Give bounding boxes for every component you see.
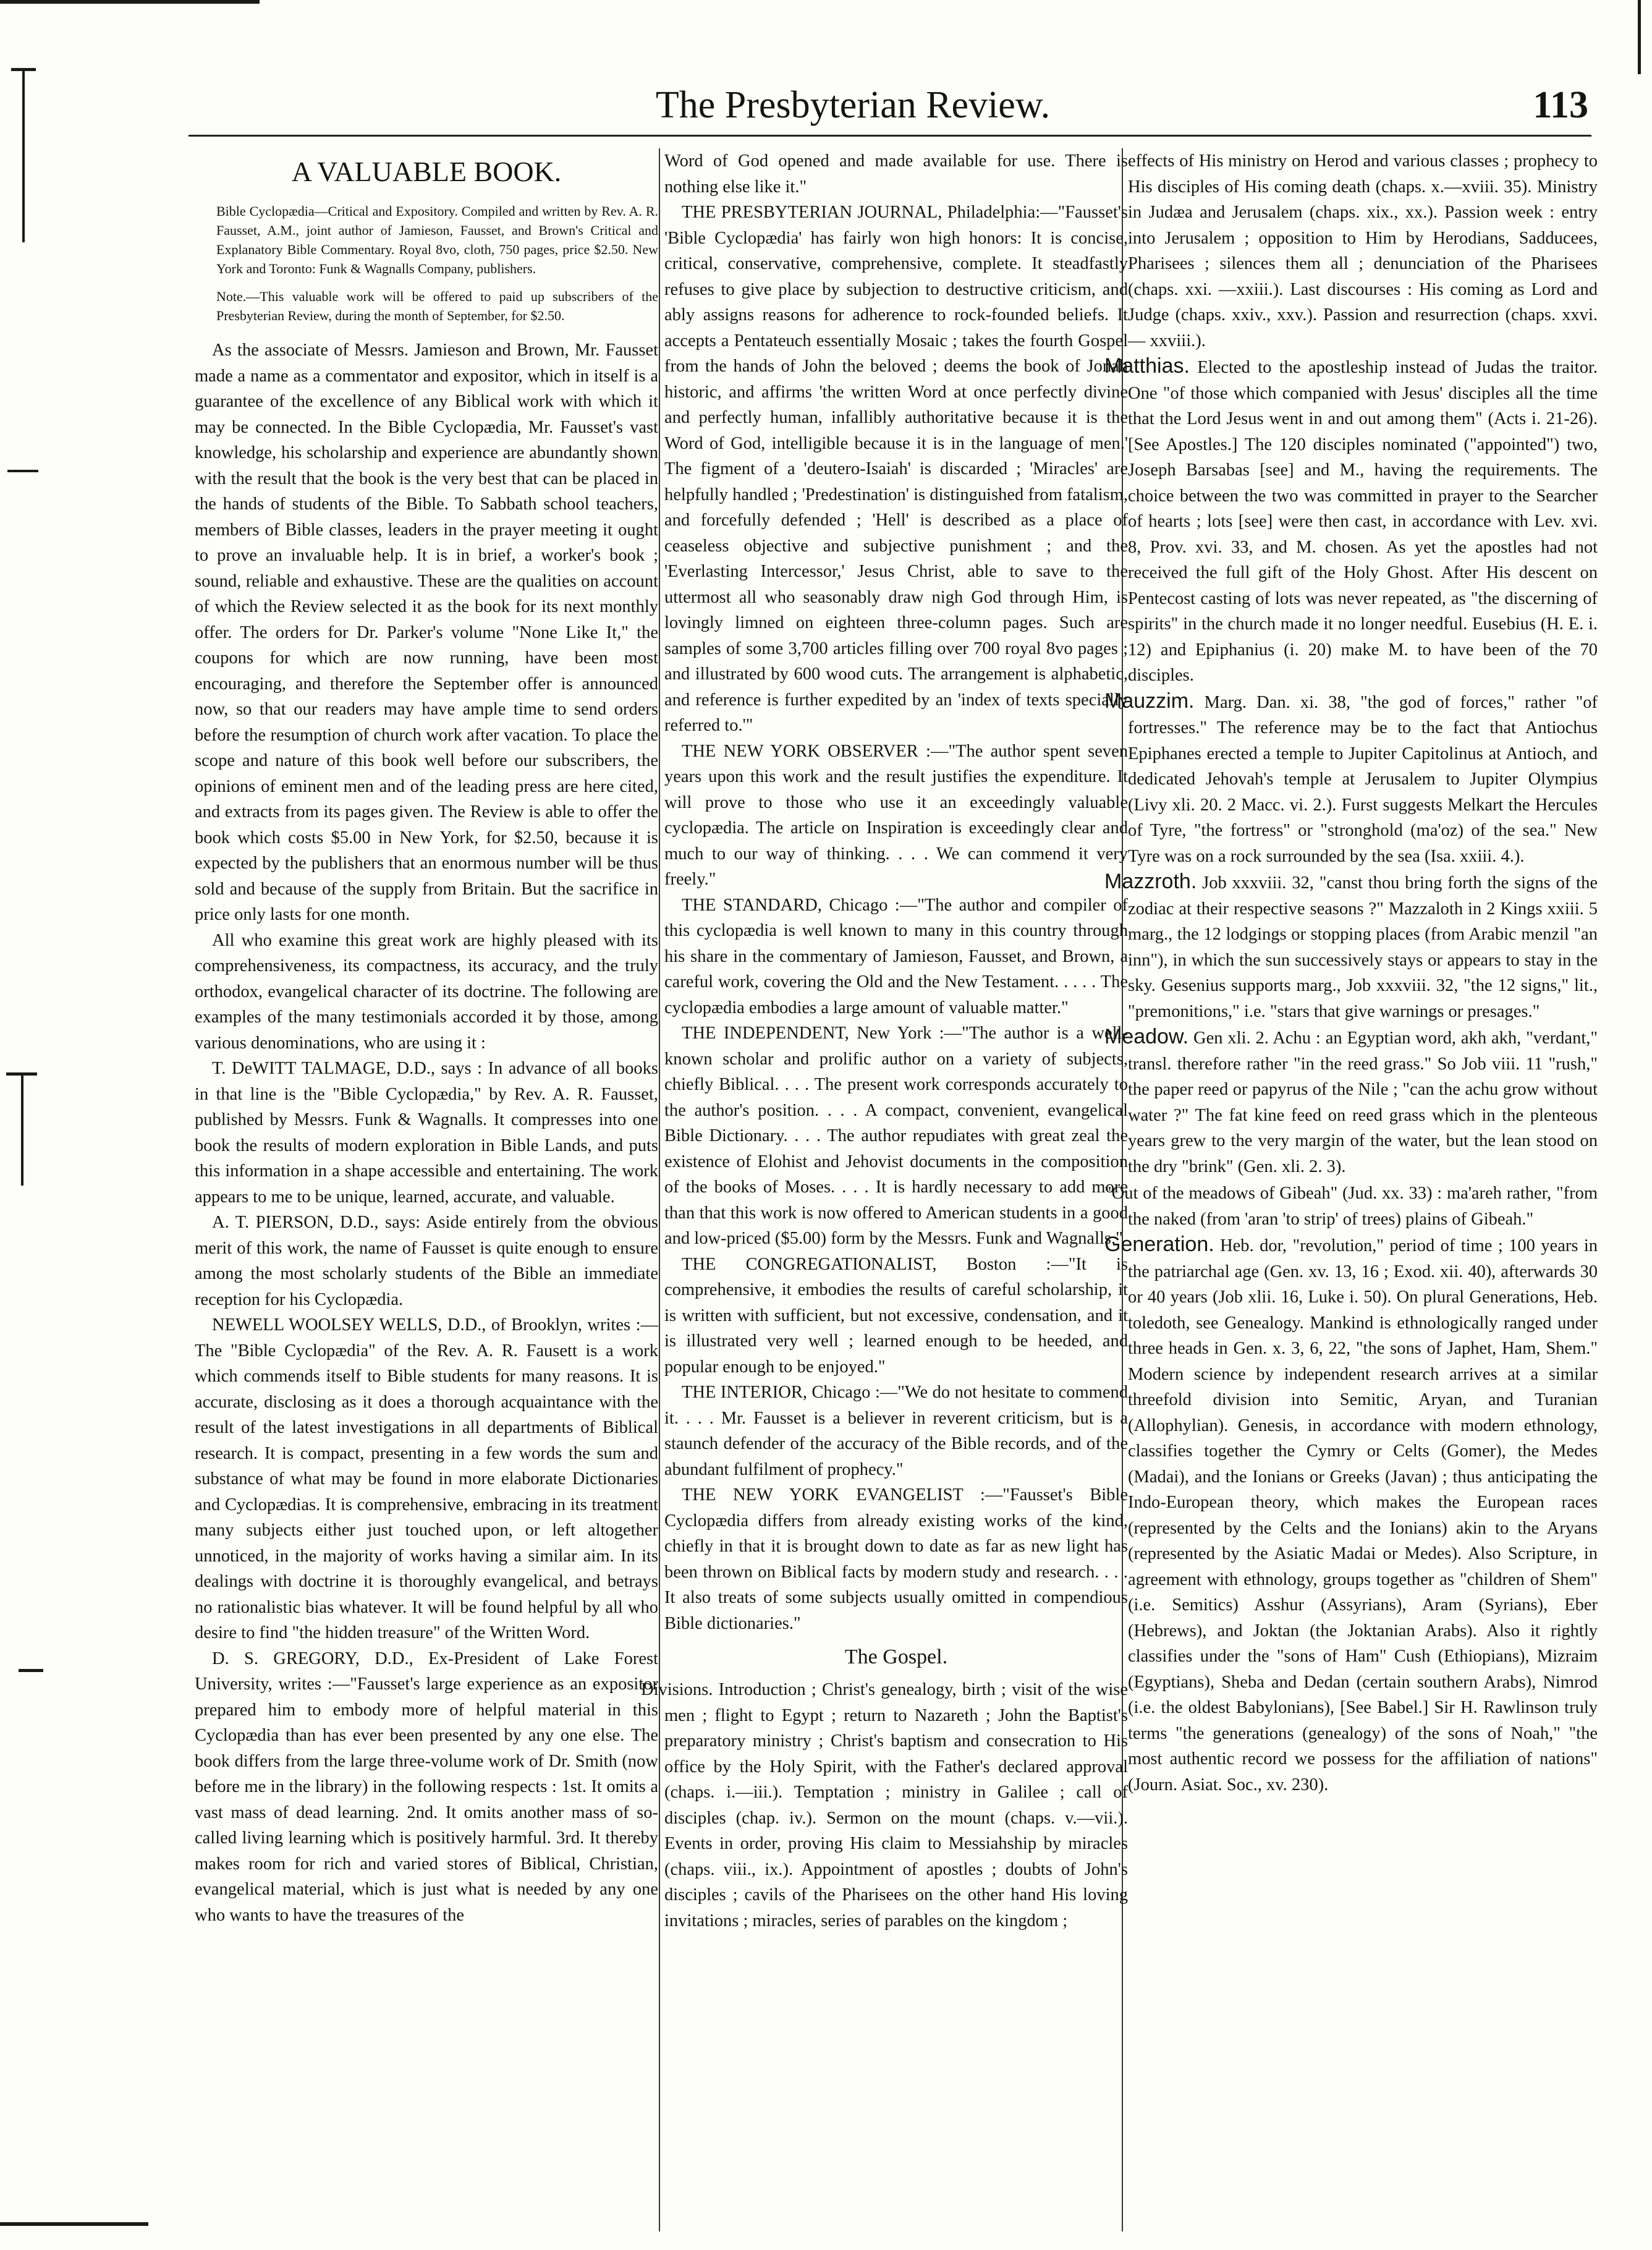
column-2 [641,148,1128,2231]
entry-term: Meadow. [1104,1025,1189,1048]
review-paragraph: THE CONGREGATIONALIST, Boston :—"It is comprehensive, it embodies the results of careful scholarship, it is written with sufficient, but not excessive, condensation, and it is illustrated very well ; learned enough to be heeded, and popular enough to be enjoyed." [664,1254,1128,1377]
review-paragraph: THE INTERIOR, Chicago :—"We do not hesitate to commend it. . . . Mr. Fausset is a believer in reverent criticism, but is a staunch defender of the accuracy of the Bible records, and of the abundant fulfilment of prophecy." [664,1383,1128,1479]
column-divider [659,148,660,2231]
review-paragraph: THE NEW YORK OBSERVER :—"The author spent seven years upon this work and the result justifies the expenditure. It will prove to those who use it an exceedingly valuable cyclopædia. The article on Inspiration is exceedingly clear and much to our way of thinking. . . . We can commend it very freely." [664,741,1128,889]
page-number: 113 [1533,84,1588,126]
dictionary-entry [1104,1024,1598,1179]
margin-mark [7,470,38,472]
entry-text: Heb. dor, "revolution," period of time ; 100 years in the patriarchal age (Gen. xv. 13, 16 ; Exod. xii. 40), afterwards 30 or 40 years (Job xlii. 16, Luke i. 50). On plural Generations, Heb. toledoth, see Genealogy. Mankind is ethnologically ranged under three heads in Gen. x. 3, 6, 22, "the sons of Japhet, Ham, Shem." Modern science by independent research arrives at a similar threefold division into Semitic, Aryan, and Turanian (Allophylian). Genesis, in accordance with modern ethnology, classifies together the Cymry or Celts (Gomer), the Medes (Madai), and the Ionians or Greeks (Javan) ; thus anticipating the Indo-European theory, which makes the European races (represented by the Celts and the Ionians) akin to the Aryans (represented by the Asiatic Madai or Medes). Also Scripture, in agreement with ethnology, groups together as "children of Shem" (i.e. Semitics) Asshur (Assyrians), Aram (Syrians), Eber (Hebrews), and Joktan (the Joktanian Arabs). Also it rightly classifies under the "sons of Ham" Cush (Ethiopians), Mizraim (Egyptians), Sheba and Dedan (certain southern Arabs), Nimrod (i.e. the oldest Babylonians), [See Babel.] Sir H. Rawlinson truly terms "the generations (genealogy) of the sons of Noah," "the most authentic record we possess for the affiliation of nations" (Journ. Asiat. Soc., xv. 230). [1128,1236,1598,1794]
entry-text: Marg. Dan. xi. 38, "the god of forces," rather "of fortresses." The reference may be to the fact that Antiochus Epiphanes erected a temple to Jupiter Capitolinus at Antioch, and dedicated Jehovah's temple at Jerusalem to Jupiter Olympius (Livy xli. 20. 2 Macc. vi. 2.). Furst suggests Melkart the Hercules of Tyre, "the fortress" or "stronghold (ma'oz) of the sea." New Tyre was on a rock surrounded by the sea (Isa. xxiii. 4.). [1128,692,1598,866]
margin-mark [0,0,260,4]
dictionary-entry [1104,1232,1598,1798]
page-header-title: The Presbyterian Review. [655,84,1051,126]
column-1 [195,148,658,2231]
entry-term: Matthias. [1104,354,1190,378]
entry-term: Mazzroth. [1104,870,1197,893]
header-rule [188,135,1591,137]
offer-note: Note.—This valuable work will be offered to paid up subscribers of the Presbyterian Review, during the month of September, for $2.50. [216,289,658,323]
margin-mark [21,1074,23,1186]
dictionary-entry [1104,354,1598,689]
margin-mark [22,69,25,242]
bibliographic-note: Bible Cyclopædia—Critical and Expository. Compiled and written by Rev. A. R. Fausset, A.M., joint author of Jamieson, Fausset, and Brown's Critical and Explanatory Bible Commentary. Royal 8vo, cloth, 750 pages, price $2.50. New York and Toronto: Funk & Wagnalls Company, publishers. [216,203,658,276]
review-paragraph: THE INDEPENDENT, New York :—"The author is a well-known scholar and prolific author on a variety of subjects, chiefly Biblical. . . . The present work corresponds accurately to the author's position. . . . A compact, convenient, evangelical Bible Dictionary. . . . The author repudiates with great zeal the existence of Elohist and Jehovist documents in the composition of the books of Moses. . . . It is hardly necessary to add more than that this work is now offered to American students in a good and low-priced ($5.00) form by the Messrs. Funk and Wagnalls." [664,1024,1128,1248]
article-title: A VALUABLE BOOK. [291,156,562,187]
paragraph: As the associate of Messrs. Jamieson and Brown, Mr. Fausset made a name as a commentator and expositor, which in itself is a guarantee of the excellence of any Biblical work with which it may be connected. In the Bible Cyclopædia, Mr. Fausset's vast knowledge, his scholarship and experience are abundantly shown with the result that the book is the very best that can be placed in the hands of students of the Bible. To Sabbath school teachers, members of Bible classes, leaders in the prayer meeting it ought to prove an invaluable help. It is in brief, a worker's book ; sound, reliable and exhaustive. These are the qualities on account of which the Review selected it as the book for its next monthly offer. The orders for Dr. Parker's volume "None Like It," the coupons for which are now running, have been most encouraging, and therefore the September offer is announced now, so that our readers may have ample time to send orders before the resumption of church work after vacation. To place the scope and nature of this book well before our subscribers, the opinions of eminent men and of the leading press are here cited, and extracts from its pages given. The Review is able to offer the book which costs $5.00 in New York, for $2.50, because it is expected by the publishers that an enormous number will be thus sold and because of the supply from Britain. But the sacrifice in price only lasts for one month. [195,341,658,924]
paragraph: Word of God opened and made available for use. There is nothing else like it." [664,151,1128,197]
dictionary-entry [1104,1179,1598,1232]
entry-text: Elected to the apostleship instead of Judas the traitor. One "of those which companied with Jesus' disciples all the time that the Lord Jesus went in and out among them" (Acts i. 21-26). [See Apostles.] The 120 disciples nominated ("appointed") two, Joseph Barsabas [see] and M., having the requirements. The choice between the two was committed in prayer to the Searcher of hearts ; lots [see] were then cast, in accordance with Lev. xvi. 8, Prov. xvi. 33, and M. chosen. As yet the apostles had not received the full gift of the Holy Ghost. After His descent on Pentecost casting of lots was never repeated, as "the discerning of spirits" in the church made it no longer needful. Eusebius (H. E. i. 12) and Epiphanius (i. 20) make M. to have been of the 70 disciples. [1128,358,1598,685]
testimonial-paragraph: T. DeWITT TALMAGE, D.D., says : In advance of all books in that line is the "Bible Cyclopædia," by Rev. A. R. Fausset, published by Messrs. Funk & Wagnalls. It compresses into one book the results of modern exploration in Bible Lands, and puts this information in a shape accessible and entertaining. The work appears to me to be unique, learned, accurate, and valuable. [195,1059,658,1207]
dictionary-entry [1104,689,1598,870]
paragraph: effects of His ministry on Herod and various classes ; prophecy to His disciples of His coming death (chaps. x.—xviii. 35). Ministry in Judæa and Jerusalem (chaps. xix., xx.). Passion week : entry into Jerusalem ; opposition to Him by Herodians, Sadducees, Pharisees ; silences them all ; denunciation of the Pharisees (chaps. xxi. —xxiii.). Last discourses : His coming as Lord and Judge (chaps. xxiv., xxv.). Passion and resurrection (chaps. xxvi.— xxviii.). [1128,151,1598,350]
gospel-divisions: Divisions. Introduction ; Christ's genealogy, birth ; visit of the wise men ; flight to Egypt ; return to Nazareth ; John the Baptist's preparatory ministry ; Christ's baptism and consecration to His office by the Holy Spirit, with the Father's declared approval (chaps. i.—iii.). Temptation ; ministry in Galilee ; call of disciples (chap. iv.). Sermon on the mount (chaps. v.—vii.). Events in order, proving His claim to Messiahship by miracles (chaps. viii., ix.). Appointment of apostles ; doubts of John's disciples ; cavils of the Pharisees on the other hand His loving invitations ; miracles, series of parables on the kingdom ; [641,1680,1128,1930]
entry-text: Job xxxviii. 32, "canst thou bring forth the signs of the zodiac at their respective seasons ?" Mazzaloth in 2 Kings xxiii. 5 marg., the 12 lodgings or stopping places (from Arabic menzil "an inn"), in which the sun successively stays or appears to stay in the sky. Gesenius supports marg., Job xxxviii. 32, "the 12 signs," lit., "premonitions," i.e. "stars that give warnings or presages." [1128,873,1598,1021]
entry-text: "Out of the meadows of Gibeah" (Jud. xx. 33) : ma'areh rather, "from the naked (from 'aran 'to strip' of trees) plains of Gibeah." [1104,1184,1598,1229]
review-paragraph: THE PRESBYTERIAN JOURNAL, Philadelphia:—"Fausset's 'Bible Cyclopædia' has fairly won high honors: It is concise, critical, conservative, comprehensive, complete. It steadfastly refuses to give place by subjection to destructive criticism, and ably assigns reasons for adherence to rock-founded beliefs. It accepts a Pentateuch essentially Mosaic ; takes the fourth Gospel from the hands of John the beloved ; deems the book of Jonah historic, and affirms 'the written Word at once perfectly divine and perfectly human, infallibly authoritative because it is the Word of God, intelligible because it is in the language of men.' The figment of a 'deutero-Isaiah' is discarded ; 'Miracles' are helpfully handled ; 'Predestination' is distinguished from fatalism, and forcefully defended ; 'Hell' is described as a place of ceaseless objective and subjective punishment ; and the 'Everlasting Intercessor,' Jesus Christ, able to save to the uttermost all who seasonably draw nigh God through Him, is lovingly limned on eighteen three-column pages. Such are samples of some 3,700 articles filling over 700 royal 8vo pages ; and illustrated by 600 wood cuts. The arrangement is alphabetic, and reference is further expedited by an 'index of texts specially referred to.'" [664,203,1128,735]
entry-text: Gen xli. 2. Achu : an Egyptian word, akh akh, "verdant," transl. therefore rather "in the reed grass." So Job viii. 11 "rush," the paper reed or papyrus of the Nile ; "can the achu grow without water ?" The fat kine feed on reed grass which in the plenteous years grew to the very margin of the water, but the lean stood on the dry "brink" (Gen. xli. 2. 3). [1128,1029,1598,1176]
entry-term: Mauzzim. [1104,689,1195,713]
review-paragraph: THE STANDARD, Chicago :—"The author and compiler of this cyclopædia is well known to many in this country through his share in the commentary of Jamieson, Fausset, and Brown, a careful work, covering the Old and the New Testament. . . . . The cyclopædia embodies a large amount of valuable matter." [664,895,1128,1017]
section-heading: The Gospel. [844,1645,948,1668]
margin-mark [1638,0,1641,74]
testimonial-paragraph: A. T. PIERSON, D.D., says: Aside entirely from the obvious merit of this work, the name of Fausset is quite enough to ensure among the most scholarly students of the Bible an immediate reception for his Cyclopædia. [195,1213,658,1309]
testimonial-paragraph: D. S. GREGORY, D.D., Ex-President of Lake Forest University, writes :—"Fausset's large experience as an expositor prepared him to embody more of helpful material in this Cyclopædia than has ever been presented by any one else. The book differs from the large three-volume work of Dr. Smith (now before me in the library) in the following respects : 1st. It omits a vast mass of dead learning. 2nd. It omits another mass of so-called living learning which is positively harmful. 3rd. It thereby makes room for rich and varied stores of Biblical, Christian, evangelical material, which is just what is needed by any one who wants to have the treasures of the [195,1649,658,1925]
margin-mark [19,1669,43,1672]
dictionary-entry [1104,869,1598,1024]
entry-term: Generation. [1104,1233,1214,1256]
paragraph: All who examine this great work are highly pleased with its comprehensiveness, its compactness, its accuracy, and the truly orthodox, evangelical character of its doctrine. The following are examples of the many testimonials accorded it by those, among various denominations, who are using it : [195,930,658,1053]
column-3 [1104,148,1598,2231]
review-paragraph: THE NEW YORK EVANGELIST :—"Fausset's Bible Cyclopædia differs from already existing works of the kind, chiefly in that it is brought down to date as far as new light has been thrown on Biblical facts by modern study and research. . . . It also treats of some subjects usually omitted in compendious Bible dictionaries." [664,1485,1128,1633]
margin-mark [0,2222,148,2226]
testimonial-paragraph: NEWELL WOOLSEY WELLS, D.D., of Brooklyn, writes :—The "Bible Cyclopædia" of the Rev. A. R. Fausett is a work which commends itself to Bible students for many reasons. It is accurate, disclosing as it does a thorough acquaintance with the result of the latest investigations in all departments of Biblical research. It is compact, presenting in a few words the sum and substance of what may be found in more elaborate Dictionaries and Cyclopædias. It is comprehensive, embracing in its treatment many subjects either just touched upon, or left altogether unnoticed, in the majority of works having a similar aim. In its dealings with doctrine it is thoroughly evangelical, and betrays no rationalistic bias whatever. It will be found helpful by all who desire to find "the hidden treasure" of the Written Word. [195,1315,658,1642]
